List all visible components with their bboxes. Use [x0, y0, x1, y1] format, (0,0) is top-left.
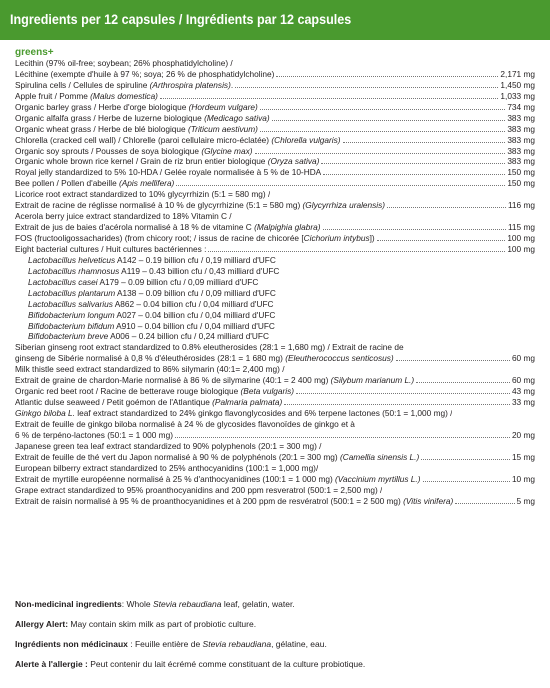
ingredient-amount: 20 mg [511, 429, 535, 440]
text-segment: Extrait de raisin normalisé à 95 % de proanthocyanidines et à 200 ppm de resvératrol (500:1 = 2 500 mg) [15, 495, 404, 506]
note-heading: Allergy Alert: [15, 619, 69, 629]
ingredient-amount: 150 mg [507, 167, 535, 178]
ingredient-row [15, 408, 535, 419]
text-segment: Organic wheat grass / Herbe de blé biologique [15, 123, 188, 134]
ingredient-amount: 15 mg [511, 451, 535, 462]
ingredient-amount: 43 mg [511, 386, 535, 397]
ingredient-row [15, 310, 535, 321]
latin-name: (Malus domestica) [90, 90, 158, 101]
latin-name: (Apis mellifera) [119, 178, 175, 189]
ingredient-label [15, 441, 322, 452]
text-segment: Organic alfalfa grass / Herbe de luzerne biologique [15, 112, 205, 123]
ingredient-row [15, 80, 535, 91]
latin-name: (Medicago sativa) [204, 112, 270, 123]
text-segment: : Feuille entière de [127, 639, 203, 649]
ingredient-label [28, 266, 279, 277]
ingredient-row [15, 342, 535, 353]
dot-leader [343, 142, 506, 143]
text-segment: , gélatine, eau. [271, 639, 327, 649]
ingredient-row [15, 386, 535, 397]
ingredient-amount: 60 mg [511, 353, 535, 364]
text-segment: A027 – 0.04 billion cfu / 0,04 milliard d'UFC [114, 309, 276, 320]
latin-name: Stevia rebaudiana [152, 599, 222, 609]
ingredient-label [15, 189, 270, 200]
latin-name: Lactobacillus rhamnosus [28, 265, 120, 276]
text-segment: Peut contenir du lait écrémé comme constituant de la culture probiotique. [87, 659, 366, 669]
brand-name: greens+ [15, 47, 54, 58]
text-segment: Extrait de jus de baies d'acérola normalisé à 18 % de vitamine C [15, 222, 255, 233]
note-line [15, 618, 535, 638]
ingredient-label [15, 80, 233, 91]
ingredient-row [15, 69, 535, 80]
text-segment: Acerola berry juice extract standardized to 18% Vitamin C / [15, 211, 232, 222]
latin-name: Lactobacillus plantarum [28, 287, 116, 298]
dot-leader [423, 481, 510, 482]
ingredient-row [15, 288, 535, 299]
ingredient-label [15, 113, 270, 124]
latin-name: Bifidobacterium bifidum [28, 320, 115, 331]
ingredient-amount: 115 mg [507, 222, 535, 233]
dot-leader [421, 459, 510, 460]
ingredient-label [28, 277, 258, 288]
text-segment: Organic barley grass / Herbe d'orge biologique [15, 101, 189, 112]
ingredient-label [15, 69, 274, 80]
ingredient-label [15, 200, 385, 211]
ingredient-amount: 100 mg [507, 243, 535, 254]
ingredient-row [15, 91, 535, 102]
dot-leader [455, 503, 514, 504]
ingredient-amount: 100 mg [507, 233, 535, 243]
ingredient-label [15, 58, 233, 69]
ingredient-row [15, 496, 535, 507]
note-heading: Alerte à l'allergie : [15, 659, 88, 669]
ingredient-row [15, 299, 535, 310]
text-segment: Eight bacterial cultures / Huit cultures bactériennes : [15, 243, 207, 254]
ingredient-row [15, 430, 535, 441]
dot-leader [323, 229, 506, 230]
ingredient-row [15, 135, 535, 146]
dot-leader [160, 98, 498, 99]
ingredient-label [15, 463, 318, 474]
ingredient-amount: 383 mg [507, 145, 535, 156]
dot-leader [176, 185, 505, 186]
dot-leader [276, 76, 498, 77]
ingredient-label [15, 156, 319, 167]
ingredient-row [15, 58, 535, 69]
ingredient-label [15, 430, 173, 441]
text-segment: Siberian ginseng root extract standardized to 0.8% eleutherosides (28:1 = 1,680 mg) / Extrait de racine de [15, 342, 404, 353]
latin-name: Lactobacillus salivarius [28, 298, 113, 309]
ingredient-label [15, 342, 404, 353]
ingredient-label [15, 408, 452, 419]
ingredient-label [15, 178, 174, 189]
header-bar [0, 0, 550, 40]
note-line [15, 658, 535, 678]
latin-name: (Camellia sinensis L.) [339, 451, 420, 462]
ingredient-row [15, 397, 535, 408]
ingredient-row [15, 321, 535, 332]
latin-name: Bifidobacterium longum [28, 309, 115, 320]
dot-leader [175, 437, 510, 438]
ingredient-label [15, 397, 282, 408]
dot-leader [396, 360, 510, 361]
text-segment: A142 – 0.19 billion cfu / 0,19 milliard d'UFC [115, 254, 276, 265]
ingredient-label [15, 419, 355, 430]
text-segment: Bee pollen / Pollen d'abeille [15, 178, 119, 189]
ingredient-row [15, 441, 535, 452]
ingredient-amount: 1,450 mg [500, 79, 535, 90]
ingredient-row [15, 463, 535, 474]
ingredient-row [15, 485, 535, 496]
ingredient-label [28, 288, 276, 299]
ingredient-label [15, 375, 414, 386]
text-segment: A179 – 0.09 billion cfu / 0,09 milliard d'UFC [97, 276, 259, 287]
text-segment: Organic red beet root / Racine de betterave rouge biologique [15, 386, 241, 397]
text-segment: leaf, gelatin, water. [221, 599, 295, 609]
note-heading: Ingrédients non médicinaux [15, 639, 128, 649]
ingredient-amount: 383 mg [507, 123, 535, 134]
latin-name: (Vaccinium myrtillus L.) [335, 473, 421, 484]
ingredient-label [15, 353, 394, 364]
text-segment: A119 – 0.43 billion cfu / 0,43 milliard d'UFC [119, 265, 280, 276]
text-segment: ]) [369, 233, 375, 243]
ingredient-label [15, 167, 321, 178]
text-segment: Milk thistle seed extract standardized to 86% silymarin (40:1= 2,400 mg) / [15, 364, 285, 375]
dot-leader [284, 404, 510, 405]
ingredient-label [15, 244, 206, 255]
ingredient-row [15, 266, 535, 277]
ingredient-row [15, 200, 535, 211]
text-segment: A006 – 0.24 billion cfu / 0,24 milliard d'UFC [108, 331, 269, 342]
latin-name: Lactobacillus casei [28, 276, 98, 287]
ingredient-amount: 10 mg [511, 473, 535, 484]
text-segment: FOS (fructooligossacharides) (from chicory root; / issus de racine de chicorée [ [15, 233, 304, 243]
text-segment: : Whole [121, 599, 153, 609]
ingredient-row [15, 419, 535, 430]
text-segment: 6 % de terpéno-lactones (50:1 = 1 000 mg) [15, 429, 173, 440]
ingredient-row [15, 277, 535, 288]
ingredient-amount: 5 mg [516, 495, 535, 506]
latin-name: (Vitis vinifera) [403, 495, 454, 506]
ingredient-label [15, 233, 375, 244]
ingredient-row [15, 146, 535, 157]
text-segment: A138 – 0.09 billion cfu / 0,09 milliard d'UFC [115, 287, 276, 298]
text-segment: Atlantic dulse seaweed / Petit goémon de l'Atlantique [15, 397, 213, 408]
ingredient-label [15, 496, 453, 507]
ingredient-amount: 1,033 mg [500, 90, 535, 101]
text-segment: A862 – 0.04 billion cfu / 0,04 milliard d'UFC [112, 298, 274, 309]
header-title: Ingredients per 12 capsules / Ingrédients par 12 capsules [10, 12, 352, 27]
dot-leader [416, 382, 510, 383]
ingredient-amount: 60 mg [511, 375, 535, 386]
dot-leader [255, 153, 506, 154]
ingredient-row [15, 233, 535, 244]
ingredient-label [28, 299, 274, 310]
ingredient-row [15, 211, 535, 222]
ingredient-amount: 383 mg [507, 134, 535, 145]
dot-leader [296, 393, 510, 394]
text-segment: Grape extract standardized to 95% proanthocyanidins and 200 ppm resveratrol (500:1 = 2,500 mg) / [15, 484, 383, 495]
ingredient-row [15, 189, 535, 200]
ingredient-row [15, 375, 535, 386]
ingredient-amount: 33 mg [511, 397, 535, 408]
ingredient-amount: 734 mg [507, 101, 535, 112]
text-segment: Extrait de myrtille européenne normalisé à 25 % d'anthocyanidines (100:1 = 1 000 mg) [15, 473, 336, 484]
text-segment: A910 – 0.04 billion cfu / 0,04 milliard d'UFC [114, 320, 275, 331]
note-heading: Non-medicinal ingredients [15, 599, 122, 609]
ingredient-row [15, 364, 535, 375]
text-segment: May contain skim milk as part of probiotic culture. [68, 619, 257, 629]
text-segment: Spirulina cells / Cellules de spiruline [15, 79, 150, 90]
text-segment: European bilberry extract standardized to 25% anthocyanidins (100:1 = 1,000 mg)/ [15, 462, 319, 473]
latin-name: Stevia rebaudiana [202, 639, 272, 649]
ingredient-row [15, 222, 535, 233]
latin-name: (Triticum aestivum) [187, 123, 258, 134]
text-segment: Organic soy sprouts / Pousses de soya biologique [15, 145, 202, 156]
ingredient-label [15, 135, 341, 146]
dot-leader [377, 240, 506, 241]
ingredient-row [15, 124, 535, 135]
text-segment: Apple fruit / Pomme [15, 90, 91, 101]
latin-name: Cichorium intybus [303, 233, 370, 243]
ingredient-row [15, 255, 535, 266]
dot-leader [235, 87, 498, 88]
latin-name: (Arthrospira platensis) [149, 79, 231, 90]
text-segment: ginseng de Sibérie normalisé à 0,8 % d'éleuthérosides (28:1 = 1 680 mg) [15, 353, 286, 364]
ingredient-label [15, 386, 294, 397]
latin-name: (Hordeum vulgare) [188, 101, 258, 112]
ingredient-amount: 2,171 mg [500, 68, 535, 79]
text-segment: Extrait de feuille de ginkgo biloba normalisé à 24 % de glycosides flavonoïdes de ginkgo et à [15, 418, 355, 429]
note-line [15, 638, 535, 658]
text-segment: . [230, 79, 234, 90]
ingredient-row [15, 102, 535, 113]
latin-name: (Oryza sativa) [267, 156, 320, 167]
ingredient-amount: 383 mg [507, 156, 535, 167]
text-segment: Chlorella (cracked cell wall) / Chlorelle (paroi cellulaire micro-éclatée) [15, 134, 272, 145]
text-segment: Royal jelly standardized to 5% 10-HDA / Gelée royale normalisée à 5 % de 10-HDA [15, 167, 322, 178]
ingredient-label [28, 331, 269, 342]
ingredient-row [15, 167, 535, 178]
ingredient-label [15, 452, 419, 463]
dot-leader [260, 131, 505, 132]
ingredient-row [15, 331, 535, 342]
ingredient-list [15, 58, 535, 506]
ingredient-amount: 116 mg [507, 200, 535, 211]
dot-leader [260, 109, 506, 110]
latin-name: (Silybum marianum L.) [330, 375, 415, 386]
latin-name: (Palmaria palmata) [212, 397, 283, 408]
ingredient-row [15, 113, 535, 124]
latin-name: (Glycine max) [201, 145, 253, 156]
text-segment: Organic whole brown rice kernel / Grain de riz brun entier biologique [15, 156, 268, 167]
ingredient-row [15, 244, 535, 255]
text-segment: Japanese green tea leaf extract standardized to 90% polyphenols (20:1 = 300 mg) / [15, 440, 322, 451]
ingredient-amount: 150 mg [507, 178, 535, 189]
latin-name: Ginkgo biloba L. [15, 408, 75, 418]
latin-name: (Glycyrrhiza uralensis) [302, 200, 386, 211]
text-segment: leaf extract standardized to 24% ginkgo flavonglycosides and 6% terpene lactones (50:1 = 1,000 mg) / [74, 408, 453, 418]
ingredient-label [15, 102, 258, 113]
ingredient-amount: 383 mg [507, 112, 535, 123]
latin-name: (Malpighia glabra) [254, 222, 321, 233]
ingredient-row [15, 178, 535, 189]
text-segment: Lecithin (97% oil-free; soybean; 26% phosphatidylcholine) / [15, 58, 233, 68]
note-line [15, 598, 535, 618]
ingredient-label [28, 310, 275, 321]
ingredient-label [15, 124, 258, 135]
dot-leader [323, 174, 505, 175]
ingredient-row [15, 353, 535, 364]
ingredient-row [15, 452, 535, 463]
ingredient-label [15, 474, 421, 485]
text-segment: Extrait de racine de réglisse normalisé à 10 % de glycyrrhizine (5:1 = 580 mg) [15, 200, 303, 211]
ingredient-row [15, 156, 535, 167]
ingredient-label [28, 255, 276, 266]
latin-name: (Chlorella vulgaris) [271, 134, 341, 145]
ingredient-label [28, 321, 275, 332]
dot-leader [387, 207, 506, 208]
latin-name: Lactobacillus helveticus [28, 254, 116, 265]
notes-section [15, 598, 535, 678]
ingredient-label [15, 146, 253, 157]
ingredient-label [15, 222, 321, 233]
text-segment: Extrait de graine de chardon-Marie normalisé à 86 % de silymarine (40:1 = 2 400 mg) [15, 375, 331, 386]
text-segment: Extrait de feuille de thé vert du Japon normalisé à 90 % de polyphénols (20:1 = 300 mg) [15, 451, 340, 462]
text-segment: Lécithine (exempte d'huile à 97 %; soya; 26 % de phosphatidylcholine) [15, 68, 275, 79]
latin-name: (Beta vulgaris) [240, 386, 295, 397]
ingredient-row [15, 474, 535, 485]
latin-name: (Eleutherococcus senticosus) [285, 353, 394, 364]
ingredient-label [15, 364, 285, 375]
text-segment: Licorice root extract standardized to 10% glycyrrhizin (5:1 = 580 mg) / [15, 189, 271, 200]
dot-leader [272, 120, 506, 121]
ingredient-label [15, 91, 158, 102]
ingredient-label [15, 485, 382, 496]
ingredient-label [15, 211, 232, 222]
dot-leader [208, 251, 505, 252]
dot-leader [321, 163, 505, 164]
latin-name: Bifidobacterium breve [28, 331, 109, 342]
